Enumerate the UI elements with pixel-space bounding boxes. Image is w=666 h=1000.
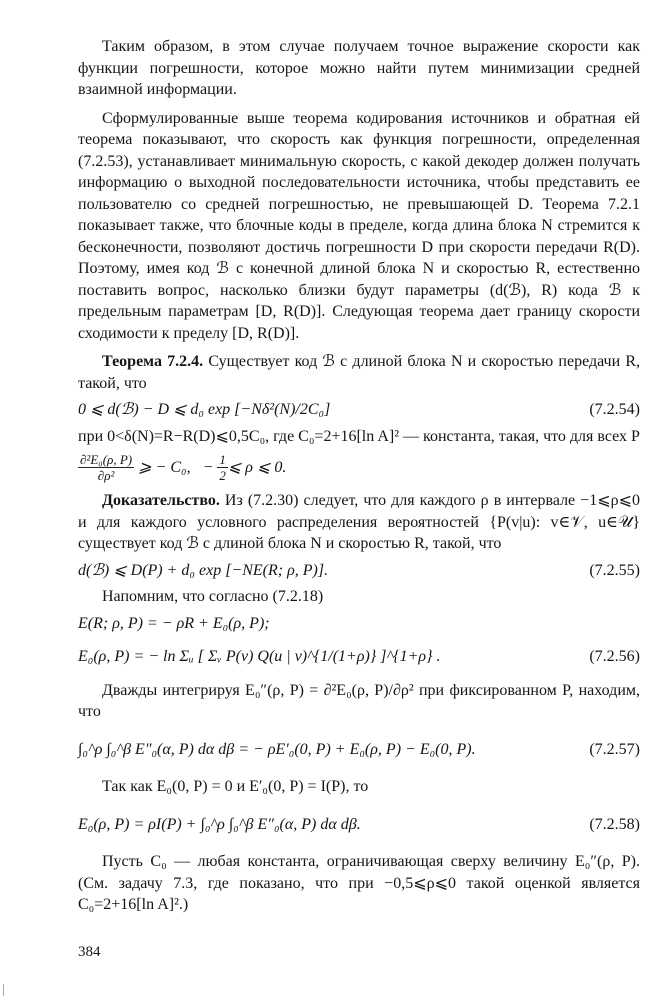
equation-body: E₀(ρ, P) = ρI(P) + ∫₀^ρ ∫₀^β E″₀(α, P) dα dβ. <box>78 815 361 833</box>
equation-7-2-18-line <box>78 613 640 635</box>
equation-body: ∫₀^ρ ∫₀^β E″₀(α, P) dα dβ = − ρE′₀(0, P) + E₀(ρ, P) − E₀(0, P). <box>78 740 476 758</box>
condition-text: при 0<δ(N)=R−R(D)⩽0,5C₀, где C₀=2+16[ln A]² — константа, такая, что для всех P <box>78 427 640 445</box>
recall-text: Напомним, что согласно (7.2.18) <box>102 588 324 605</box>
derivative-fraction <box>78 452 134 483</box>
fraction-denominator: ∂ρ² <box>97 468 115 483</box>
fraction-numerator: 1 <box>219 452 226 467</box>
paragraph-theorem-context: Сформулированные выше теорема кодирования источников и обратная ей теорема показывают, что скорость как функция погрешности, определенная (7.2.53), устанавливает минимальную скорость, с какой декодер должен получать информацию о выходной последовательности источника, чтобы представить ее пользователю со средней погрешностью, не превышающей D. Теорема 7.2.1 показывает также, что блочные коды в пределе, когда длина блока N стремится к бесконечности, позволяют достичь погрешности D при скорости передачи R(D). Поэтому, имея код ℬ с конечной длиной блока N и скоростью R, естественно поставить вопрос, насколько близки будут параметры (d(ℬ), R) кода ℬ к предельным параметрам [D, R(D)]. Следующая теорема дает границу скорости сходимости к пределу [D, R(D)]. <box>78 109 640 342</box>
equation-body: E(R; ρ, P) = − ρR + E₀(ρ, P); <box>78 614 270 632</box>
proof-label: Доказательство. <box>102 492 220 509</box>
derivative-inequality <box>78 452 640 483</box>
theorem-statement <box>78 351 640 394</box>
equation-7-2-55 <box>78 560 640 582</box>
theorem-label: Теорема 7.2.4. <box>102 353 204 370</box>
equation-number: (7.2.55) <box>589 561 640 579</box>
page-number: 384 <box>78 944 101 960</box>
equation-7-2-58 <box>78 814 640 836</box>
equation-number: (7.2.54) <box>589 401 640 418</box>
equation-number: (7.2.58) <box>589 815 640 833</box>
inequality-tail: ⩽ ρ ⩽ 0. <box>227 458 287 476</box>
scan-mark <box>3 984 4 996</box>
equation-7-2-57 <box>78 739 640 761</box>
page-body <box>78 36 640 916</box>
equation-number: (7.2.56) <box>589 648 640 665</box>
closing-paragraph: Пусть C₀ — любая константа, ограничивающая сверху величину E₀″(ρ, P). (См. задачу 7.3, где показано, что при −0,5⩽ρ⩽0 такой оценкой является C₀=2+16[ln A]².) <box>78 853 640 913</box>
since-text: Так как E₀(0, P) = 0 и E′₀(0, P) = I(P), то <box>102 778 369 795</box>
proof-text: Из (7.2.30) следует, что для каждого ρ в интервале −1⩽ρ⩽0 и для каждого условного распределения вероятностей {P(v|u): v∈𝒱, u∈𝒰} существует код ℬ с длиной блока N и скоростью R, такой, что <box>78 492 641 552</box>
equation-number: (7.2.57) <box>589 740 640 758</box>
proof-paragraph <box>78 490 640 555</box>
equation-7-2-56 <box>78 646 640 668</box>
inequality-middle: ⩾ − C₀, − <box>134 458 218 476</box>
theorem-text: Существует код ℬ с длиной блока N и скоростью передачи R, такой, что <box>78 353 641 392</box>
fraction-denominator: 2 <box>219 468 226 483</box>
integrate-text: Дважды интегрируя E₀″(ρ, P) = ∂²E₀(ρ, P)/∂ρ² при фиксированном P, находим, что <box>78 681 640 720</box>
equation-body: E₀(ρ, P) = − ln Σᵤ [ Σᵥ P(v) Q(u | v)^{1/(1+ρ)} ]^{1+ρ} . <box>78 648 441 665</box>
fraction-numerator: ∂²E₀(ρ, P) <box>80 452 133 467</box>
half-fraction <box>217 452 228 483</box>
paragraph-intro: Таким образом, в этом случае получаем точное выражение скорости как функции погрешности, которое можно найти путем минимизации средней взаимной информации. <box>78 38 640 98</box>
equation-7-2-54 <box>78 399 640 421</box>
equation-body: 0 ⩽ d(ℬ) − D ⩽ d₀ exp [−Nδ²(N)/2C₀] <box>78 401 331 418</box>
equation-body: d(ℬ) ⩽ D(P) + d₀ exp [−NE(R; ρ, P)]. <box>78 561 329 579</box>
